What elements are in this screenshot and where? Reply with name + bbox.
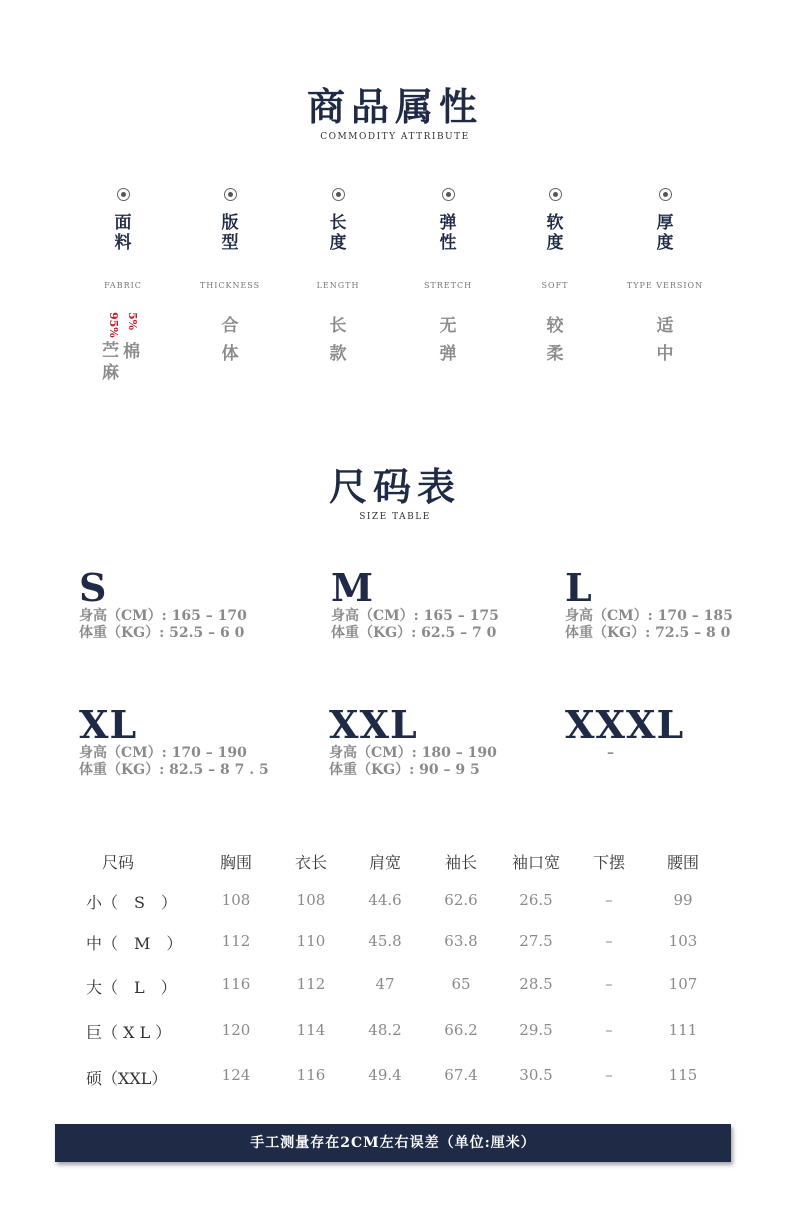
size-height: 身高（CM）: 170 – 190 (79, 745, 247, 761)
table-cell: 120 (221, 1021, 251, 1039)
table-cell: 29.5 (519, 1021, 553, 1039)
size-card-m (331, 565, 499, 642)
table-cell: 99 (673, 891, 693, 909)
size-height: 身高（CM）: 170 – 185 (565, 608, 733, 624)
radio-dot-icon (659, 188, 672, 201)
size-weight: 体重（KG）: 52.5 – 6 0 (79, 625, 245, 641)
table-cell: 44.6 (368, 891, 402, 909)
table-header: 衣长 (294, 853, 327, 872)
attr-stretch (398, 188, 498, 368)
attr-name: 软度 (546, 213, 564, 253)
table-cell: 62.6 (444, 891, 478, 909)
attr-name: 厚度 (656, 213, 674, 253)
table-cell: 112 (296, 975, 326, 993)
size-card-xxl (329, 702, 497, 779)
table-row-label: 中（ M ） (86, 934, 183, 953)
size-table-subtitle: SIZE TABLE (359, 512, 431, 522)
size-letter: S (79, 565, 108, 610)
attr-value: 合体 (221, 316, 239, 364)
size-letter: XL (79, 702, 138, 747)
table-cell: 116 (221, 975, 251, 993)
attributes-subtitle: COMMODITY ATTRIBUTE (320, 132, 470, 142)
size-height: 身高（CM）: 165 – 170 (79, 608, 247, 624)
size-height: – (607, 745, 614, 761)
table-cell: 47 (375, 975, 395, 993)
attr-value: 适中 (656, 316, 674, 364)
table-cell: 65 (451, 975, 471, 993)
attr-soft (505, 188, 605, 368)
table-cell: 28.5 (519, 975, 553, 993)
size-card-xxxl (565, 702, 685, 762)
size-height: 身高（CM）: 165 – 175 (331, 608, 499, 624)
attr-name: 长度 (329, 213, 347, 253)
attr-en: FABRIC (104, 281, 142, 290)
table-cell: 63.8 (444, 932, 478, 950)
table-cell: 116 (296, 1066, 326, 1084)
attr-en: TYPE VERSION (626, 281, 704, 290)
radio-dot-icon (117, 188, 130, 201)
table-cell: 66.2 (444, 1021, 478, 1039)
table-cell: – (605, 1021, 613, 1039)
size-letter: L (565, 565, 593, 610)
table-cell: 110 (296, 932, 326, 950)
table-cell: 48.2 (368, 1021, 402, 1039)
table-cell: 49.4 (368, 1066, 402, 1084)
table-cell: – (605, 932, 613, 950)
size-card-l (565, 565, 733, 642)
table-cell: 30.5 (519, 1066, 553, 1084)
size-weight: 体重（KG）: 90 – 9 5 (329, 762, 480, 778)
table-row-label: 小（ S ） (86, 893, 177, 912)
measurement-note-bar: 手工测量存在2CM左右误差（单位:厘米） (55, 1124, 731, 1162)
size-letter: M (331, 565, 375, 610)
table-cell: 67.4 (444, 1066, 478, 1084)
fabric-mat-cotton: 棉 (123, 342, 140, 362)
radio-dot-icon (332, 188, 345, 201)
size-card-s (79, 565, 247, 642)
fabric-pct-ramie: 95% (107, 312, 120, 338)
size-card-xl (79, 702, 269, 779)
size-letter: XXXL (565, 702, 685, 747)
table-header: 肩宽 (368, 853, 401, 872)
table-cell: – (605, 1066, 613, 1084)
attributes-title: 商品属性 (306, 84, 483, 129)
table-row-label: 硕（XXL） (86, 1069, 168, 1088)
attr-type-version (615, 188, 715, 368)
size-weight: 体重（KG）: 72.5 – 8 0 (565, 625, 731, 641)
table-cell: – (605, 975, 613, 993)
table-cell: 114 (296, 1021, 326, 1039)
table-header: 尺码 (101, 853, 134, 872)
table-cell: 26.5 (519, 891, 553, 909)
table-cell: 103 (668, 932, 698, 950)
table-cell: 27.5 (519, 932, 553, 950)
table-header: 下摆 (592, 853, 625, 872)
radio-dot-icon (549, 188, 562, 201)
table-header: 胸围 (219, 853, 252, 872)
attr-value: 长款 (329, 316, 347, 364)
table-cell: 112 (221, 932, 251, 950)
attr-en: THICKNESS (199, 281, 261, 290)
table-cell: – (605, 891, 613, 909)
table-cell: 108 (296, 891, 326, 909)
attr-value: 无弹 (439, 316, 457, 364)
table-cell: 108 (221, 891, 251, 909)
attr-value: 较柔 (546, 316, 564, 364)
table-header: 袖长 (444, 853, 477, 872)
size-table-title: 尺码表 (328, 464, 461, 509)
radio-dot-icon (442, 188, 455, 201)
table-header: 袖口宽 (511, 853, 560, 872)
attr-name: 弹性 (439, 213, 457, 253)
table-header: 腰围 (666, 853, 699, 872)
attr-en: SOFT (541, 281, 569, 290)
size-height: 身高（CM）: 180 – 190 (329, 745, 497, 761)
table-row-label: 巨（ X L ） (86, 1023, 172, 1042)
attr-name: 版型 (221, 213, 239, 253)
table-cell: 107 (668, 975, 698, 993)
table-row-label: 大（ L ） (86, 978, 177, 997)
attr-thickness (180, 188, 280, 368)
table-cell: 124 (221, 1066, 251, 1084)
attr-length (288, 188, 388, 368)
fabric-pct-cotton: 5% (126, 312, 139, 331)
attr-en: STRETCH (423, 281, 473, 290)
size-letter: XXL (329, 702, 418, 747)
radio-dot-icon (224, 188, 237, 201)
table-cell: 45.8 (368, 932, 402, 950)
attr-fabric (73, 188, 173, 290)
fabric-mat-ramie: 苎麻 (102, 341, 119, 383)
size-weight: 体重（KG）: 62.5 – 7 0 (331, 625, 497, 641)
size-weight: 体重（KG）: 82.5 – 8 7 . 5 (79, 762, 269, 778)
table-cell: 111 (668, 1021, 698, 1039)
table-cell: 115 (668, 1066, 698, 1084)
attr-en: LENGTH (316, 281, 360, 290)
attr-name: 面料 (114, 213, 132, 253)
